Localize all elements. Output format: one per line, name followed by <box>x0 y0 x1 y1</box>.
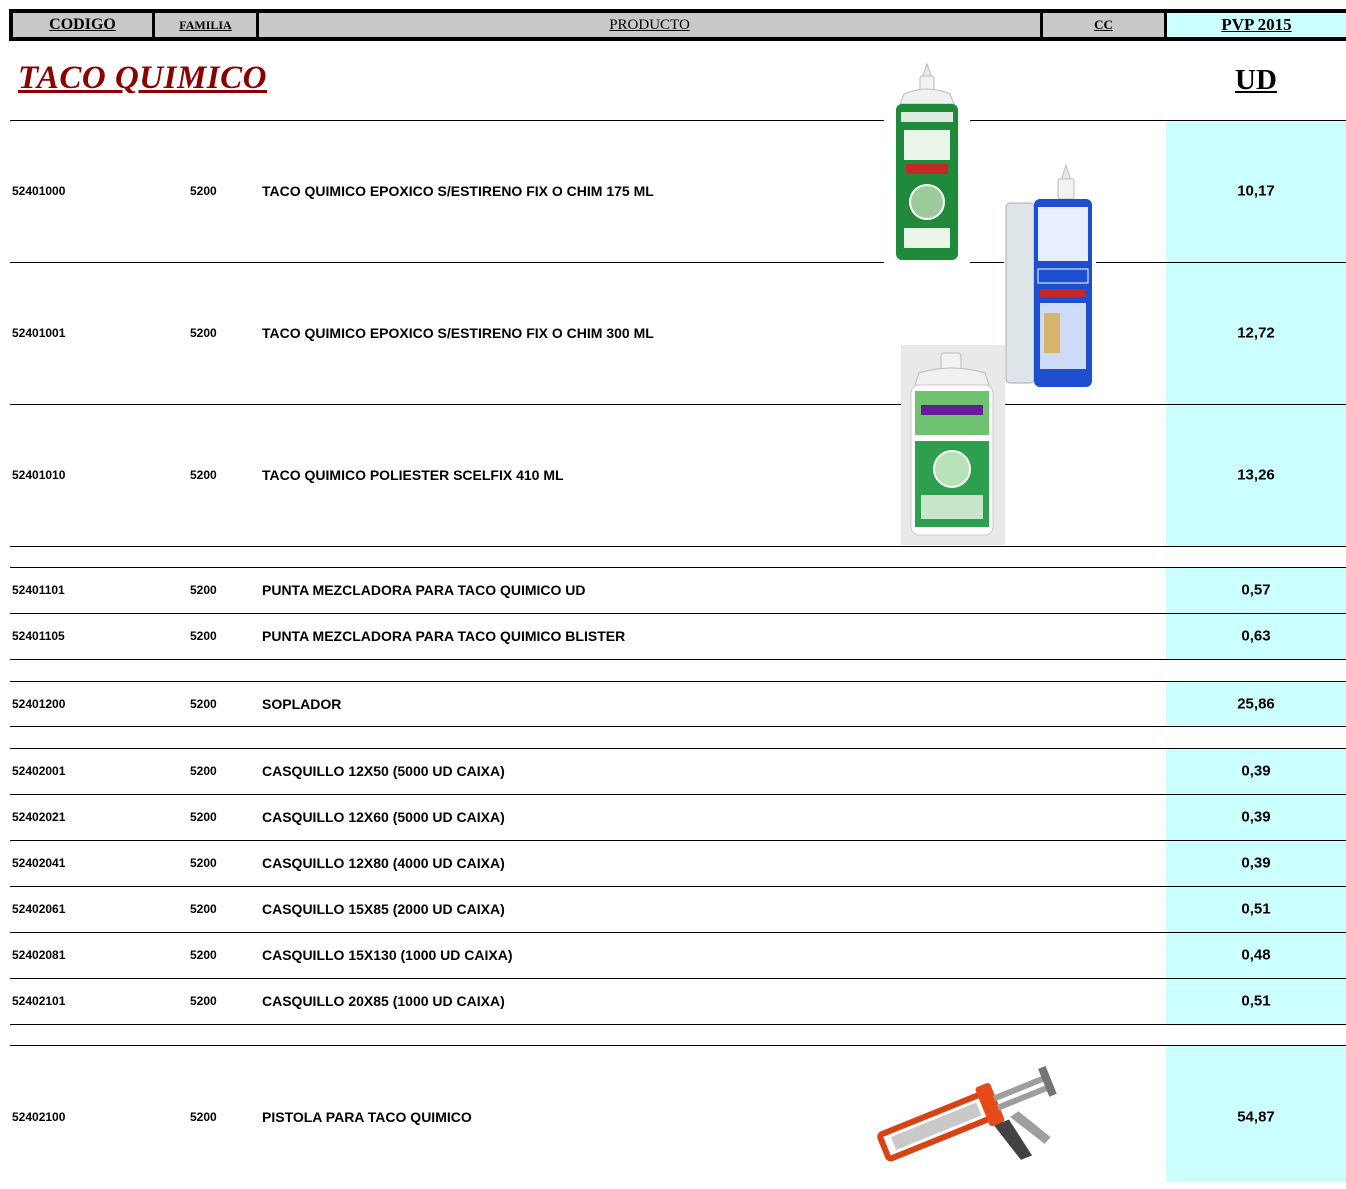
cell-pvp: 0,39 <box>1241 808 1271 826</box>
cell-producto: PISTOLA PARA TACO QUIMICO <box>262 1109 472 1125</box>
table-row <box>0 567 1346 613</box>
cell-pvp: 0,48 <box>1241 946 1271 964</box>
cell-pvp: 54,87 <box>1237 1108 1275 1126</box>
cell-producto: CASQUILLO 15X85 (2000 UD CAIXA) <box>262 901 505 917</box>
table-row <box>0 681 1346 726</box>
cell-codigo: 52402021 <box>12 810 66 824</box>
cell-codigo: 52402061 <box>12 902 66 916</box>
section-title: TACO QUIMICO <box>18 60 267 96</box>
cell-producto: CASQUILLO 12X80 (4000 UD CAIXA) <box>262 855 505 871</box>
cell-producto: TACO QUIMICO EPOXICO S/ESTIRENO FIX O CHIM 300 ML <box>262 325 654 341</box>
cell-pvp: 0,39 <box>1241 762 1271 780</box>
cell-codigo: 52401001 <box>12 326 66 340</box>
table-row <box>0 1045 1346 1189</box>
cell-familia: 5200 <box>190 696 217 711</box>
header-pvp: PVP 2015 <box>1167 9 1346 41</box>
cell-familia: 5200 <box>190 856 217 870</box>
cell-pvp: 0,51 <box>1241 992 1271 1010</box>
cell-familia: 5200 <box>190 764 217 778</box>
cell-codigo: 52402100 <box>12 1110 66 1124</box>
cell-producto: TACO QUIMICO EPOXICO S/ESTIRENO FIX O CHIM 175 ML <box>262 183 654 199</box>
table-row <box>0 120 1346 262</box>
cell-familia: 5200 <box>190 629 217 643</box>
cell-pvp: 10,17 <box>1237 182 1275 200</box>
cell-familia: 5200 <box>190 184 217 198</box>
cell-familia: 5200 <box>190 810 217 824</box>
cell-producto: SOPLADOR <box>262 695 342 712</box>
cell-pvp: 25,86 <box>1237 695 1275 712</box>
table-row <box>0 932 1346 978</box>
cell-familia: 5200 <box>190 948 217 962</box>
row-divider <box>10 659 1346 660</box>
cell-familia: 5200 <box>190 583 217 597</box>
cell-familia: 5200 <box>190 326 217 340</box>
header-familia: FAMILIA <box>155 9 259 41</box>
cell-pvp: 12,72 <box>1237 324 1275 342</box>
table-row <box>0 794 1346 840</box>
cell-pvp: 0,51 <box>1241 900 1271 918</box>
cell-codigo: 52401000 <box>12 184 66 198</box>
header-producto: PRODUCTO <box>259 9 1043 41</box>
cell-pvp: 0,57 <box>1241 581 1271 599</box>
table-row <box>0 404 1346 546</box>
cell-familia: 5200 <box>190 994 217 1008</box>
table-row <box>0 978 1346 1024</box>
cell-producto: CASQUILLO 12X50 (5000 UD CAIXA) <box>262 763 505 779</box>
cell-codigo: 52401105 <box>12 629 65 643</box>
cell-producto: TACO QUIMICO POLIESTER SCELFIX 410 ML <box>262 467 564 483</box>
cell-codigo: 52401101 <box>12 583 65 597</box>
cell-producto: CASQUILLO 20X85 (1000 UD CAIXA) <box>262 993 505 1009</box>
table-row <box>0 262 1346 404</box>
cell-codigo: 52402081 <box>12 948 66 962</box>
cell-producto: CASQUILLO 15X130 (1000 UD CAIXA) <box>262 947 513 963</box>
cell-codigo: 52401010 <box>12 468 66 482</box>
cell-codigo: 52402101 <box>12 994 66 1008</box>
table-row <box>0 748 1346 794</box>
header-cc: CC <box>1043 9 1167 41</box>
cell-familia: 5200 <box>190 902 217 916</box>
cell-producto: PUNTA MEZCLADORA PARA TACO QUIMICO BLISTER <box>262 628 626 644</box>
cell-pvp: 0,63 <box>1241 627 1271 645</box>
cell-familia: 5200 <box>190 1110 217 1124</box>
table-row <box>0 886 1346 932</box>
unit-label: UD <box>1235 64 1277 96</box>
header-codigo: CODIGO <box>9 9 155 41</box>
cell-codigo: 52402041 <box>12 856 66 870</box>
cell-pvp: 0,39 <box>1241 854 1271 872</box>
row-divider <box>10 726 1346 727</box>
cell-codigo: 52401200 <box>12 696 66 711</box>
cell-codigo: 52402001 <box>12 764 66 778</box>
cell-pvp: 13,26 <box>1237 466 1275 484</box>
table-row <box>0 840 1346 886</box>
cell-producto: CASQUILLO 12X60 (5000 UD CAIXA) <box>262 809 505 825</box>
cell-familia: 5200 <box>190 468 217 482</box>
cell-producto: PUNTA MEZCLADORA PARA TACO QUIMICO UD <box>262 582 586 598</box>
row-divider <box>10 546 1346 547</box>
table-row <box>0 613 1346 659</box>
row-divider <box>10 1024 1346 1025</box>
